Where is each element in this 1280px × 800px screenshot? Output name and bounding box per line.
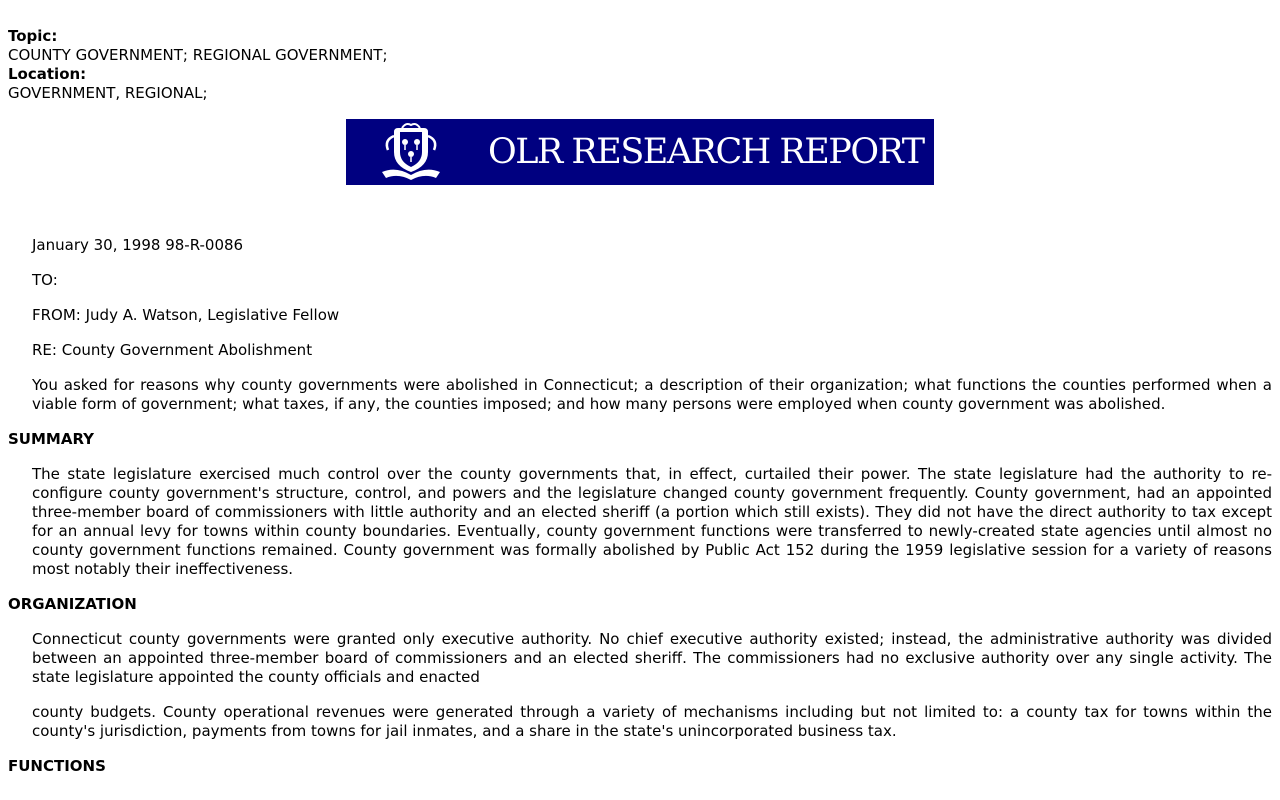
functions-heading: FUNCTIONS	[8, 757, 106, 775]
memo-subject-line: RE: County Government Abolishment	[32, 341, 313, 359]
memo-body	[0, 236, 1280, 792]
banner-title: OLR RESEARCH REPORT	[488, 132, 924, 172]
organization-heading: ORGANIZATION	[8, 595, 137, 613]
memo-from-line: FROM: Judy A. Watson, Legislative Fellow	[32, 306, 340, 324]
document-metadata	[8, 27, 388, 103]
topic-label: Topic:	[8, 27, 58, 45]
memo-date-line: January 30, 1998 98-R-0086	[32, 236, 244, 254]
location-label: Location:	[8, 65, 87, 83]
organization-paragraph-1: Connecticut county governments were granted only executive authority. No chief executive authority existed; instead, the administrative authority was divided between an appointed three-member board of commissioners and an elected sheriff. The commissioners had no exclusive authority over any single activity. The state legislature appointed the county officials and enacted	[32, 630, 1272, 686]
olr-report-banner	[346, 119, 934, 185]
summary-heading: SUMMARY	[8, 430, 95, 448]
location-value: GOVERNMENT, REGIONAL;	[8, 84, 208, 102]
connecticut-state-seal-icon	[376, 122, 446, 182]
memo-intro-paragraph: You asked for reasons why county governments were abolished in Connecticut; a description of their organization; what functions the counties performed when a viable form of government; what taxes, if any, the counties imposed; and how many persons were employed when county government was abolished.	[32, 376, 1272, 413]
topic-value: COUNTY GOVERNMENT; REGIONAL GOVERNMENT;	[8, 46, 388, 64]
summary-paragraph: The state legislature exercised much control over the county governments that, in effect, curtailed their power. The state legislature had the authority to re-configure county government's structure, control, and powers and the legislature changed county government frequently. County government, had an appointed three-member board of commissioners with little authority and an elected sheriff (a portion which still exists). They did not have the direct authority to tax except for an annual levy for towns within county boundaries. Eventually, county government functions were transferred to newly-created state agencies until almost no county government functions remained. County government was formally abolished by Public Act 152 during the 1959 legislative session for a variety of reasons most notably their ineffectiveness.	[32, 465, 1272, 578]
organization-paragraph-2: county budgets. County operational revenues were generated through a variety of mechanisms including but not limited to: a county tax for towns within the county's jurisdiction, payments from towns for jail inmates, and a share in the state's unincorporated business tax.	[32, 703, 1272, 740]
memo-to-line: TO:	[32, 271, 58, 289]
